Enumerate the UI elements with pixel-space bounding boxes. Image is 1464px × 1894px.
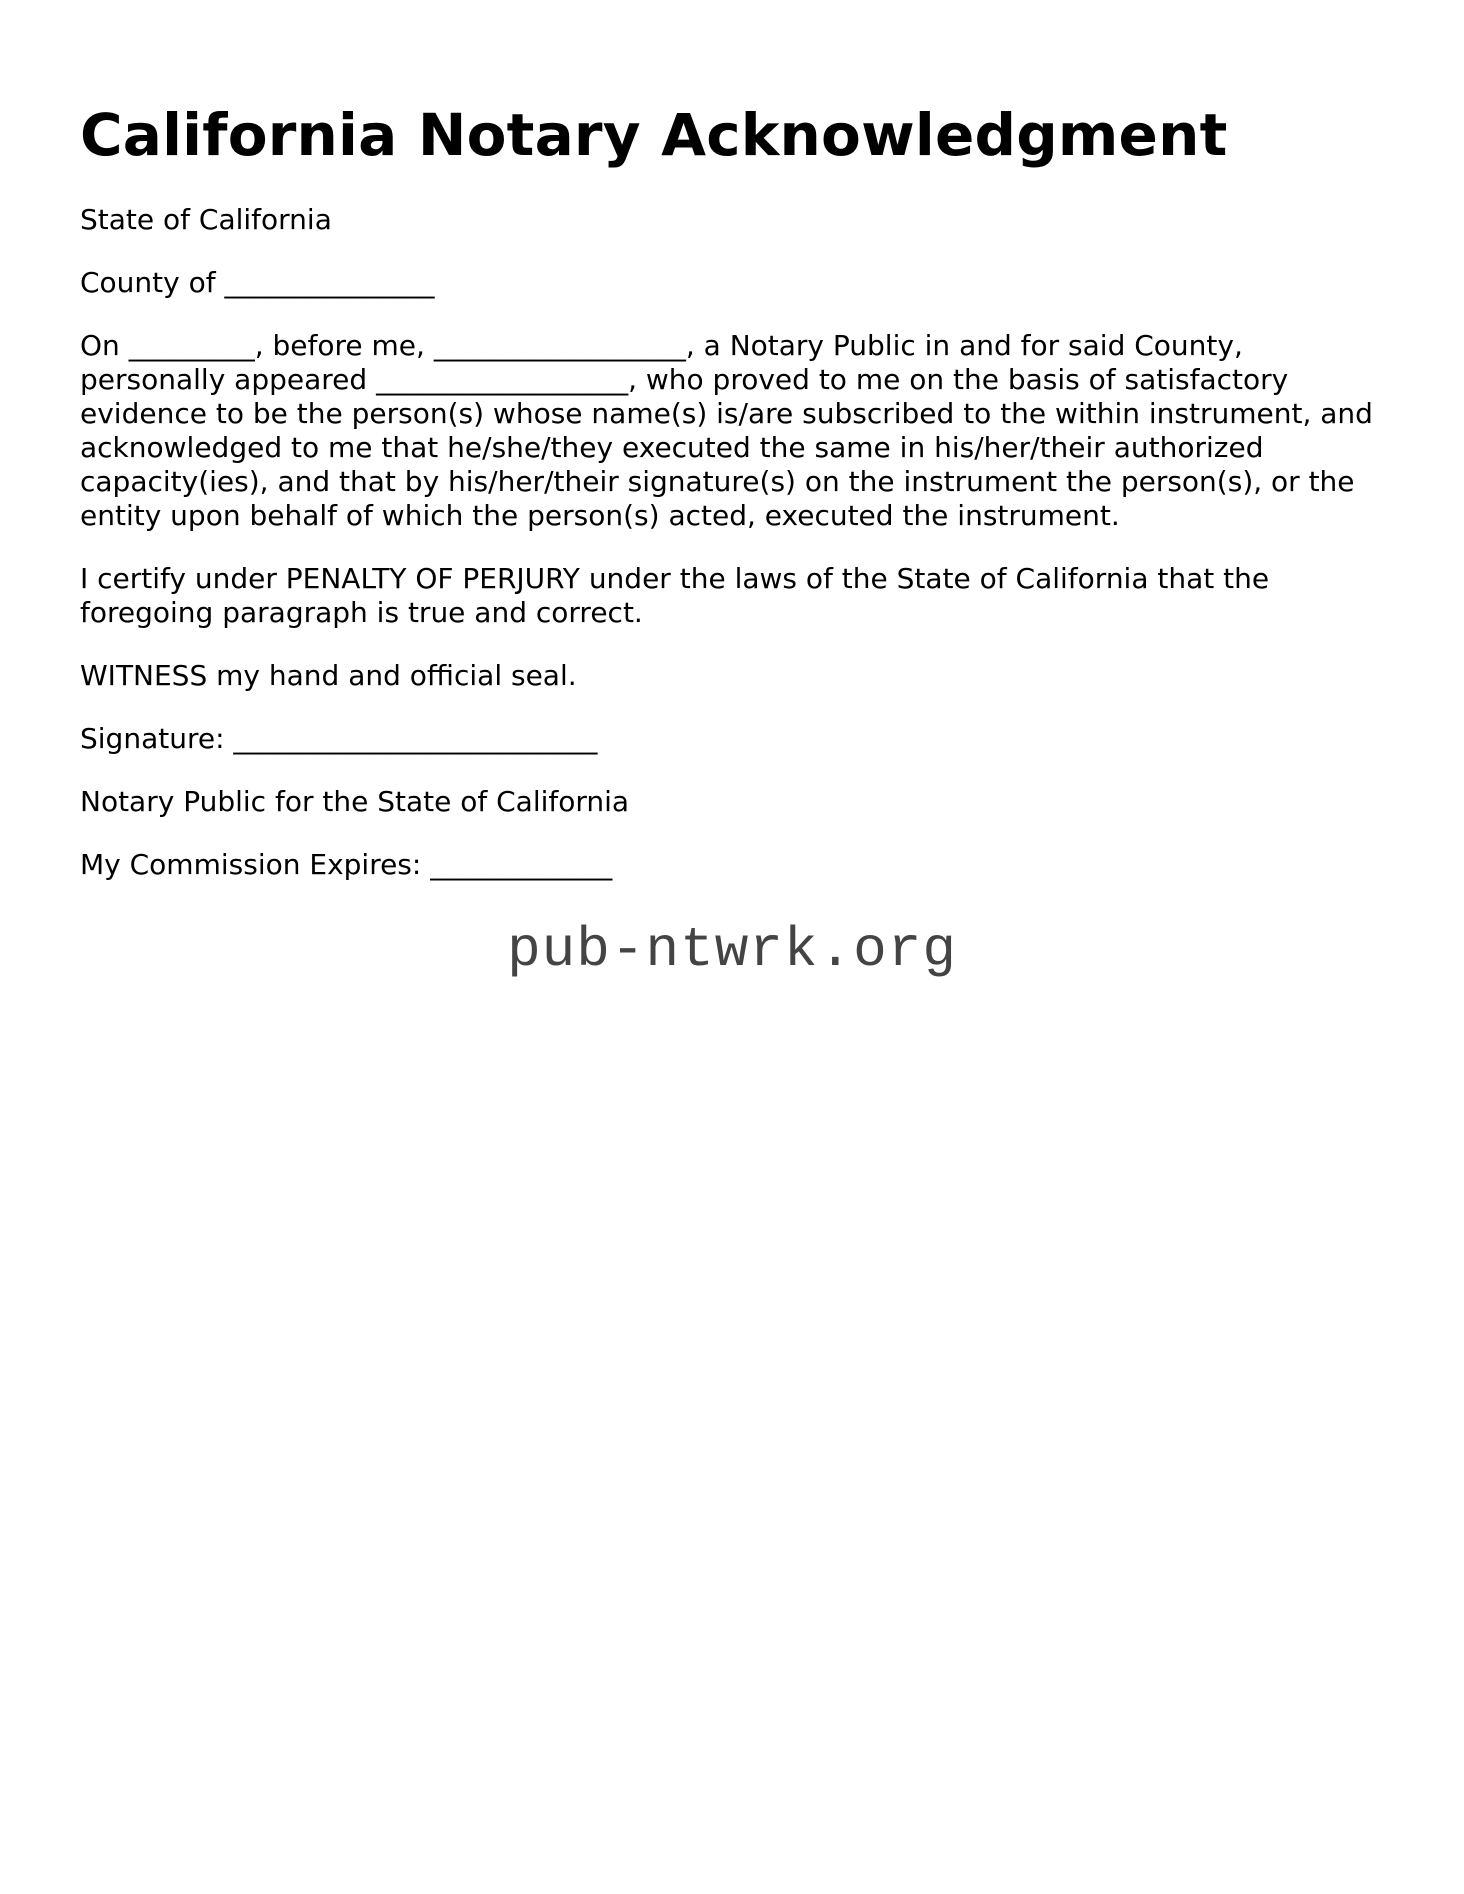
commission-label: My Commission Expires:: [80, 848, 422, 881]
on-label: On: [80, 329, 120, 362]
commission-line: [80, 848, 1390, 882]
notary-public-text: , a Notary Public in and for said County, personally appeared: [80, 329, 1243, 396]
county-blank-field[interactable]: _______________: [224, 266, 435, 299]
commission-blank-field[interactable]: _____________: [430, 848, 613, 881]
document-title: California Notary Acknowledgment: [80, 101, 1228, 169]
certification-paragraph: I certify under PENALTY OF PERJURY under the laws of the State of California that the foregoing paragraph is true and correct.: [80, 562, 1270, 629]
acknowledgment-paragraph: [80, 329, 1390, 533]
date-blank-field[interactable]: _________: [128, 329, 255, 362]
notary-public-line: Notary Public for the State of California: [80, 785, 630, 818]
county-line: [80, 266, 1390, 300]
state-line: State of California: [80, 203, 332, 236]
signature-line: [80, 722, 1390, 756]
county-label: County of: [80, 266, 216, 299]
signature-blank-field[interactable]: __________________________: [233, 722, 598, 755]
notary-document: [80, 0, 1390, 882]
notary-name-blank-field[interactable]: __________________: [433, 329, 686, 362]
signer-name-blank-field[interactable]: __________________: [376, 363, 629, 396]
acknowledgment-body-text: , who proved to me on the basis of satisfactory evidence to be the person(s) whose name(s) is/are subscribed to the within instrument, and acknowledged to me that he/she/they executed the same in his/her/their authorized capacity(ies), and that by his/her/their signature(s) on the instrument the person(s), or the entity upon behalf of which the person(s) acted, executed the instrument.: [80, 363, 1373, 532]
watermark-text: pub-ntwrk.org: [507, 918, 957, 982]
witness-line: WITNESS my hand and official seal.: [80, 659, 577, 692]
before-me-label: , before me,: [254, 329, 425, 362]
signature-label: Signature:: [80, 722, 225, 755]
